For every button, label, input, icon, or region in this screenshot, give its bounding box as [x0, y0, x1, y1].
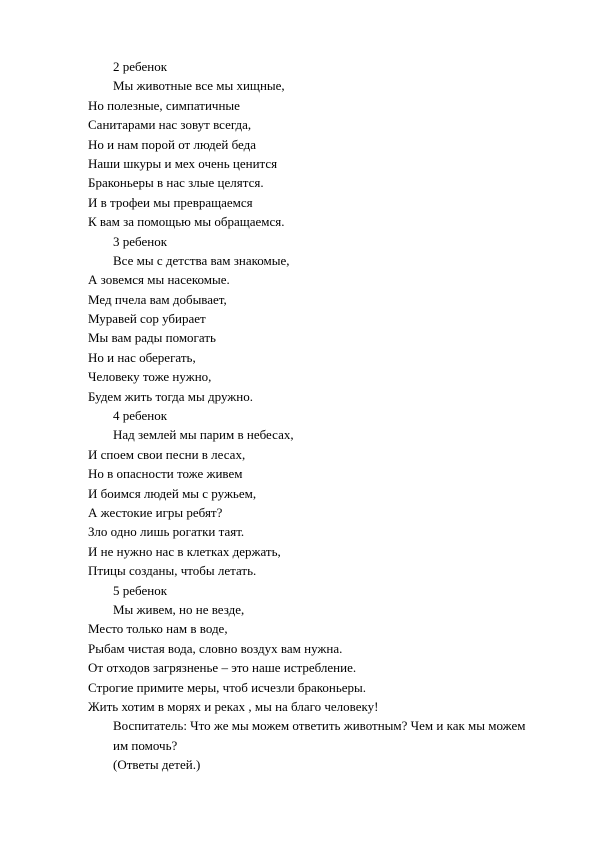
poem-line: Все мы с детства вам знакомые,	[113, 252, 290, 268]
speaker-heading: 2 ребенок	[113, 59, 168, 74]
poem-line: А жестокие игры ребят?	[88, 504, 223, 520]
poem-line: Браконьеры в нас злые целятся.	[88, 175, 264, 191]
poem-line: Наши шкуры и мех очень ценится	[88, 155, 278, 171]
poem-line: Санитарами нас зовут всегда,	[88, 117, 252, 133]
poem-line: Но полезные, симпатичные	[88, 97, 240, 113]
poem-line: Жить хотим в морях и реках , мы на благо человеку!	[88, 698, 379, 714]
poem-line: К вам за помощью мы обращаемся.	[88, 214, 285, 230]
poem-line: Мы животные все мы хищные,	[113, 78, 285, 94]
teacher-question: Воспитатель: Что же мы можем ответить животным? Чем и как мы можем им помочь?	[113, 718, 526, 753]
children-answers-note: (Ответы детей.)	[113, 757, 201, 773]
poem-line: От отходов загрязненье – это наше истребление.	[88, 660, 357, 676]
poem-line: И споем свои песни в лесах,	[88, 446, 246, 462]
poem-line: А зовемся мы насекомые.	[88, 272, 230, 288]
poem-line: И боимся людей мы с ружьем,	[88, 485, 257, 501]
poem-line: И не нужно нас в клетках держать,	[88, 543, 281, 559]
poem-line: Место только нам в воде,	[88, 621, 228, 637]
poem-lines	[88, 57, 533, 716]
poem-line: Но в опасности тоже живем	[88, 466, 243, 482]
speaker-heading: 5 ребенок	[113, 582, 168, 598]
poem-line: Строгие примите меры, чтоб исчезли браконьеры.	[88, 679, 367, 695]
poem-line: Мы живем, но не везде,	[113, 601, 245, 617]
poem-line: Над землей мы парим в небесах,	[113, 427, 294, 443]
poem-line: Человеку тоже нужно,	[88, 369, 212, 385]
poem-line: Зло одно лишь рогатки таят.	[88, 524, 245, 540]
speaker-heading: 4 ребенок	[113, 408, 168, 424]
poem-line: Мед пчела вам добывает,	[88, 291, 227, 307]
poem-line: Рыбам чистая вода, словно воздух вам нужна.	[88, 640, 343, 656]
poem-line: Птицы созданы, чтобы летать.	[88, 563, 257, 579]
poem-line: Но и нас оберегать,	[88, 349, 196, 365]
poem-line: Будем жить тогда мы дружно.	[88, 388, 253, 404]
poem-line: Муравей сор убирает	[88, 311, 206, 327]
poem-line: И в трофеи мы превращаемся	[88, 194, 253, 210]
document-text	[88, 57, 533, 774]
poem-line: Мы вам рады помогать	[88, 330, 216, 346]
poem-line: Но и нам порой от людей беда	[88, 136, 257, 152]
speaker-heading: 3 ребенок	[113, 233, 168, 249]
